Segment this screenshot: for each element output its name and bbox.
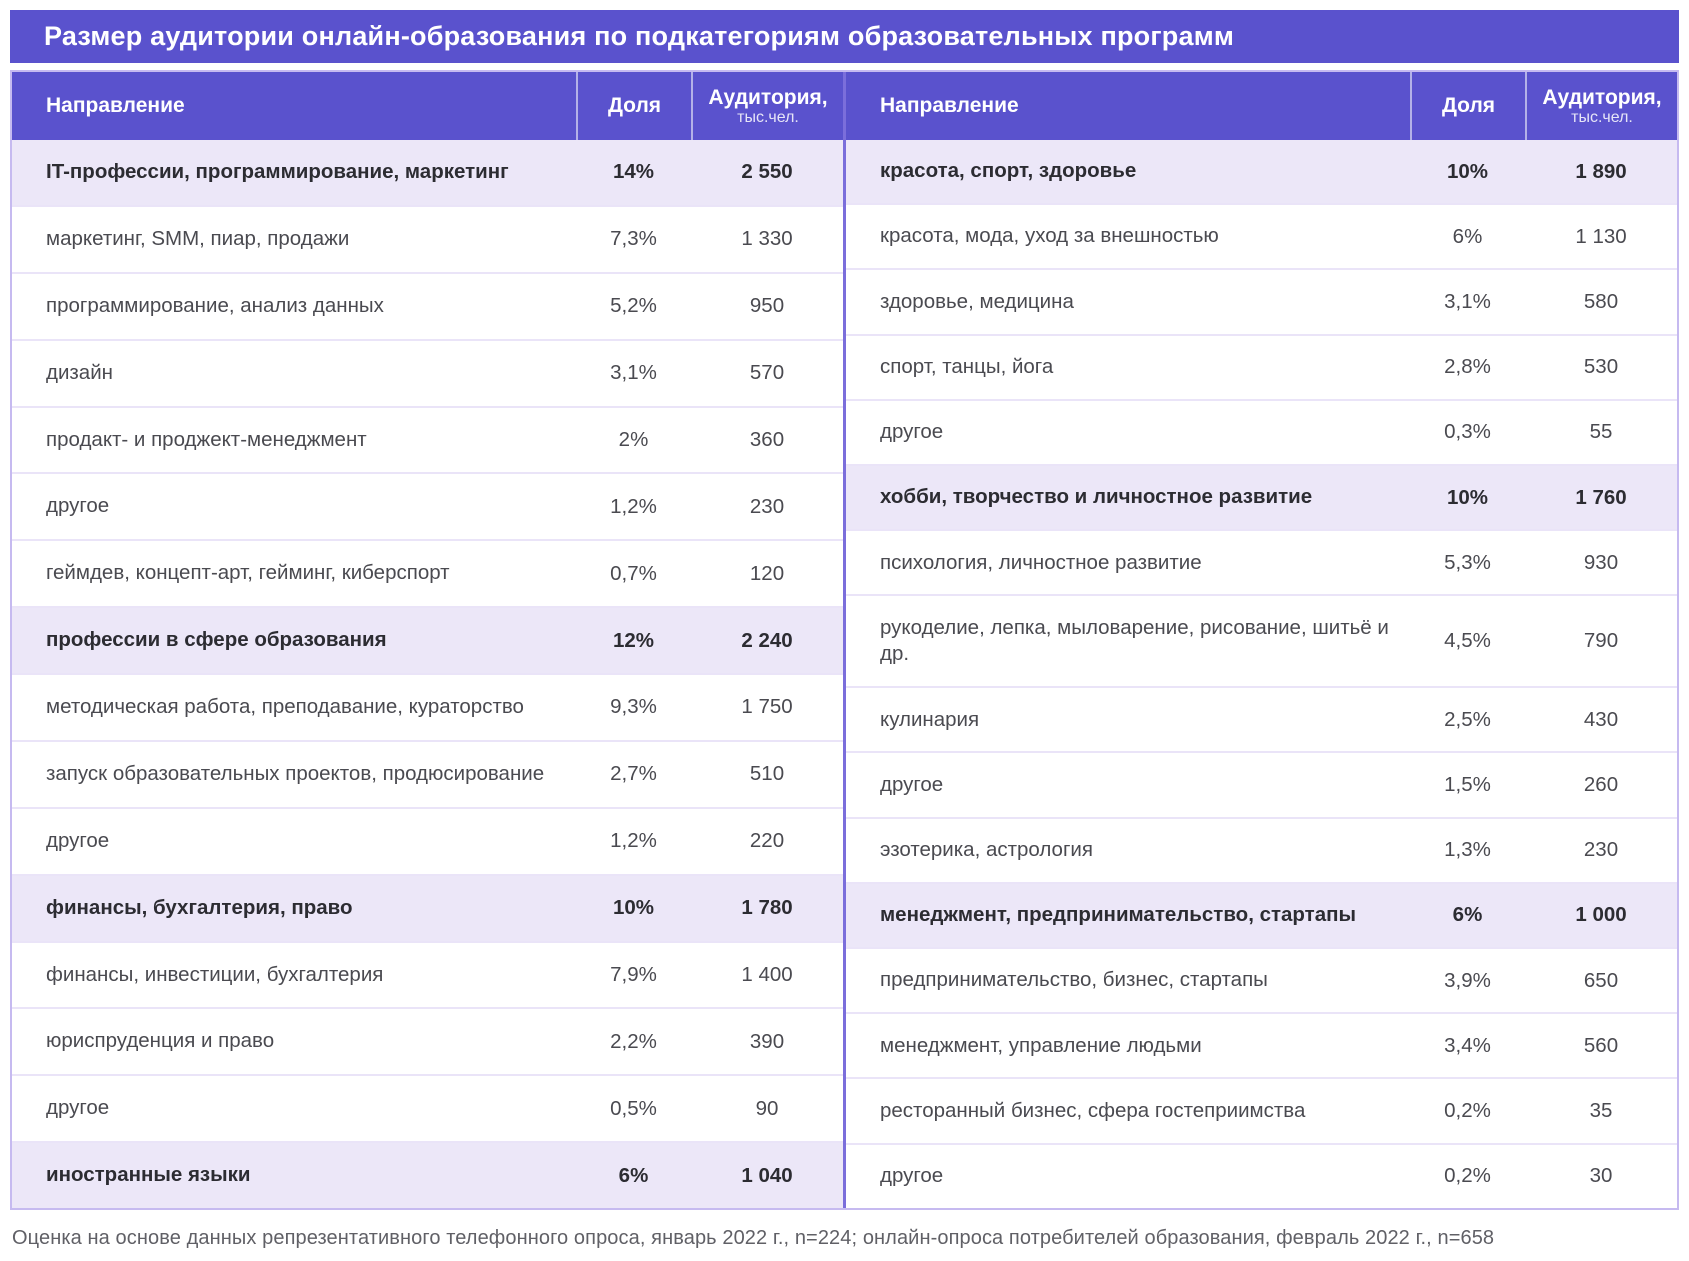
share-cell: 9,3% [610, 695, 657, 719]
direction-cell: финансы, инвестиции, бухгалтерия [46, 962, 384, 986]
table-row [846, 1077, 1677, 1142]
share-cell: 4,5% [1444, 629, 1491, 653]
table-row [846, 817, 1677, 882]
table-row [846, 268, 1677, 333]
direction-cell: IT-профессии, программирование, маркетинг [46, 160, 509, 184]
share-cell: 3,1% [610, 361, 657, 385]
direction-cell: хобби, творчество и личностное развитие [880, 485, 1313, 509]
table-row [846, 947, 1677, 1012]
table-row [12, 339, 843, 406]
audience-cell: 1 400 [741, 962, 793, 986]
share-cell: 6% [1452, 224, 1483, 248]
direction-cell: ресторанный бизнес, сфера гостеприимства [880, 1098, 1306, 1122]
share-cell: 10% [612, 896, 655, 920]
table-header [846, 72, 1677, 140]
direction-cell: другое [46, 828, 110, 852]
audience-cell: 650 [1583, 968, 1619, 992]
table-row [846, 140, 1677, 203]
audience-cell: 560 [1583, 1033, 1619, 1057]
column-header-audience-sub: тыс.чел. [737, 108, 799, 126]
share-cell: 10% [1446, 159, 1489, 183]
share-cell: 2,2% [610, 1029, 657, 1053]
audience-cell: 260 [1583, 773, 1619, 797]
audience-cell: 90 [755, 1096, 779, 1120]
direction-cell: эзотерика, астрология [880, 837, 1093, 861]
column-header-share: Доля [1410, 72, 1525, 140]
share-cell: 1,5% [1444, 773, 1491, 797]
column-header-audience-sub: тыс.чел. [1571, 108, 1633, 126]
column-header-share: Доля [576, 72, 691, 140]
table-row [846, 334, 1677, 399]
share-cell: 2% [618, 427, 649, 451]
direction-cell: финансы, бухгалтерия, право [46, 895, 353, 919]
direction-cell: иностранные языки [46, 1163, 251, 1187]
direction-cell: красота, спорт, здоровье [880, 159, 1137, 183]
direction-cell: рукоделие, лепка, мыловарение, рисование, шитьё и др. [880, 615, 1389, 666]
table-row [846, 529, 1677, 594]
audience-cell: 790 [1583, 629, 1619, 653]
audience-cell: 1 130 [1575, 224, 1627, 248]
column-header-direction: Направление [46, 94, 185, 117]
share-cell: 14% [612, 160, 655, 184]
audience-cell: 230 [1583, 838, 1619, 862]
share-cell: 0,5% [610, 1096, 657, 1120]
audience-cell: 1 330 [741, 227, 793, 251]
audience-cell: 1 760 [1575, 485, 1627, 509]
table-row [12, 205, 843, 272]
audience-cell: 1 040 [741, 1163, 793, 1187]
table-row [12, 874, 843, 941]
table-right [843, 72, 1677, 1208]
direction-cell: другое [880, 1163, 944, 1187]
tables-container [10, 70, 1679, 1210]
audience-cell: 35 [1589, 1099, 1613, 1123]
table-row [12, 406, 843, 473]
share-cell: 3,1% [1444, 290, 1491, 313]
direction-cell: красота, мода, уход за внешностью [880, 224, 1219, 248]
audience-cell: 220 [749, 829, 785, 853]
audience-cell: 950 [749, 294, 785, 318]
column-header-audience-main: Аудитория, [1542, 85, 1662, 109]
audience-cell: 1 890 [1575, 159, 1627, 183]
audience-cell: 230 [749, 494, 785, 518]
table-row [846, 1143, 1677, 1208]
share-cell: 7,9% [610, 962, 657, 986]
table-row [846, 882, 1677, 947]
direction-cell: другое [880, 420, 944, 444]
direction-cell: другое [46, 494, 110, 518]
share-cell: 10% [1446, 485, 1489, 509]
share-cell: 0,2% [1444, 1164, 1491, 1188]
table-row [12, 740, 843, 807]
audience-cell: 580 [1583, 290, 1619, 313]
table-row [12, 140, 843, 205]
direction-cell: геймдев, концепт-арт, гейминг, киберспорт [46, 561, 450, 585]
direction-cell: методическая работа, преподавание, кураторство [46, 695, 524, 719]
share-cell: 2,5% [1444, 707, 1491, 731]
direction-cell: кулинария [880, 707, 980, 731]
share-cell: 5,2% [610, 294, 657, 318]
audience-cell: 360 [749, 427, 785, 451]
table-row [12, 1141, 843, 1208]
share-cell: 12% [612, 628, 655, 652]
footnote: Оценка на основе данных репрезентативного телефонного опроса, январь 2022 г., n=224; онлайн-опроса потребителей образования, февраль 2022 г., n=658 [12, 1227, 1495, 1249]
table-row [846, 594, 1677, 686]
direction-cell: предпринимательство, бизнес, стартапы [880, 968, 1268, 992]
page-title: Размер аудитории онлайн-образования по подкатегориям образовательных программ [10, 10, 1679, 63]
share-cell: 0,2% [1444, 1099, 1491, 1123]
audience-cell: 55 [1589, 420, 1613, 444]
direction-cell: программирование, анализ данных [46, 293, 384, 317]
audience-cell: 930 [1583, 550, 1619, 574]
share-cell: 1,2% [610, 494, 657, 518]
direction-cell: менеджмент, управление людьми [880, 1033, 1202, 1057]
table-row [12, 673, 843, 740]
audience-cell: 570 [749, 361, 785, 385]
direction-cell: профессии в сфере образования [46, 628, 387, 652]
direction-cell: менеджмент, предпринимательство, стартапы [880, 903, 1357, 927]
table-row [12, 606, 843, 673]
table-row [846, 399, 1677, 464]
table-row [12, 1074, 843, 1141]
table-row [12, 1007, 843, 1074]
audience-cell: 1 000 [1575, 903, 1627, 927]
direction-cell: запуск образовательных проектов, продюсирование [46, 761, 545, 785]
table-row [846, 1012, 1677, 1077]
column-header-direction: Направление [880, 94, 1019, 117]
audience-cell: 510 [749, 762, 785, 786]
audience-cell: 2 240 [741, 628, 793, 652]
column-header-audience [1525, 72, 1677, 140]
audience-cell: 430 [1583, 707, 1619, 731]
audience-cell: 530 [1583, 355, 1619, 379]
direction-cell: психология, личностное развитие [880, 550, 1202, 574]
table-row [12, 807, 843, 874]
share-cell: 3,9% [1444, 968, 1491, 992]
table-row [846, 751, 1677, 816]
table-left [12, 72, 843, 1208]
audience-cell: 2 550 [741, 160, 793, 184]
share-cell: 0,3% [1444, 420, 1491, 444]
direction-cell: другое [46, 1096, 110, 1120]
audience-cell: 390 [749, 1029, 785, 1053]
column-header-audience-main: Аудитория, [708, 85, 828, 109]
share-cell: 1,2% [610, 829, 657, 853]
audience-cell: 30 [1589, 1164, 1613, 1188]
share-cell: 0,7% [610, 561, 657, 585]
table-row [12, 472, 843, 539]
share-cell: 5,3% [1444, 550, 1491, 574]
table-header [12, 72, 843, 140]
direction-cell: другое [880, 772, 944, 796]
audience-cell: 1 780 [741, 896, 793, 920]
column-header-audience [691, 72, 843, 140]
table-row [846, 686, 1677, 751]
table-row [12, 272, 843, 339]
share-cell: 6% [1452, 903, 1483, 927]
direction-cell: продакт- и проджект-менеджмент [46, 427, 367, 451]
share-cell: 2,8% [1444, 355, 1491, 379]
share-cell: 3,4% [1444, 1033, 1491, 1057]
share-cell: 1,3% [1444, 838, 1491, 862]
audience-cell: 1 750 [741, 695, 793, 719]
share-cell: 7,3% [610, 227, 657, 251]
share-cell: 2,7% [610, 762, 657, 786]
audience-cell: 120 [749, 561, 785, 585]
table-row [846, 203, 1677, 268]
table-row [12, 539, 843, 606]
direction-cell: маркетинг, SMM, пиар, продажи [46, 226, 350, 250]
direction-cell: дизайн [46, 360, 113, 384]
direction-cell: спорт, танцы, йога [880, 354, 1054, 378]
table-row [12, 941, 843, 1008]
share-cell: 6% [618, 1163, 649, 1187]
direction-cell: юриспруденция и право [46, 1029, 275, 1053]
table-row [846, 464, 1677, 529]
direction-cell: здоровье, медицина [880, 289, 1074, 313]
